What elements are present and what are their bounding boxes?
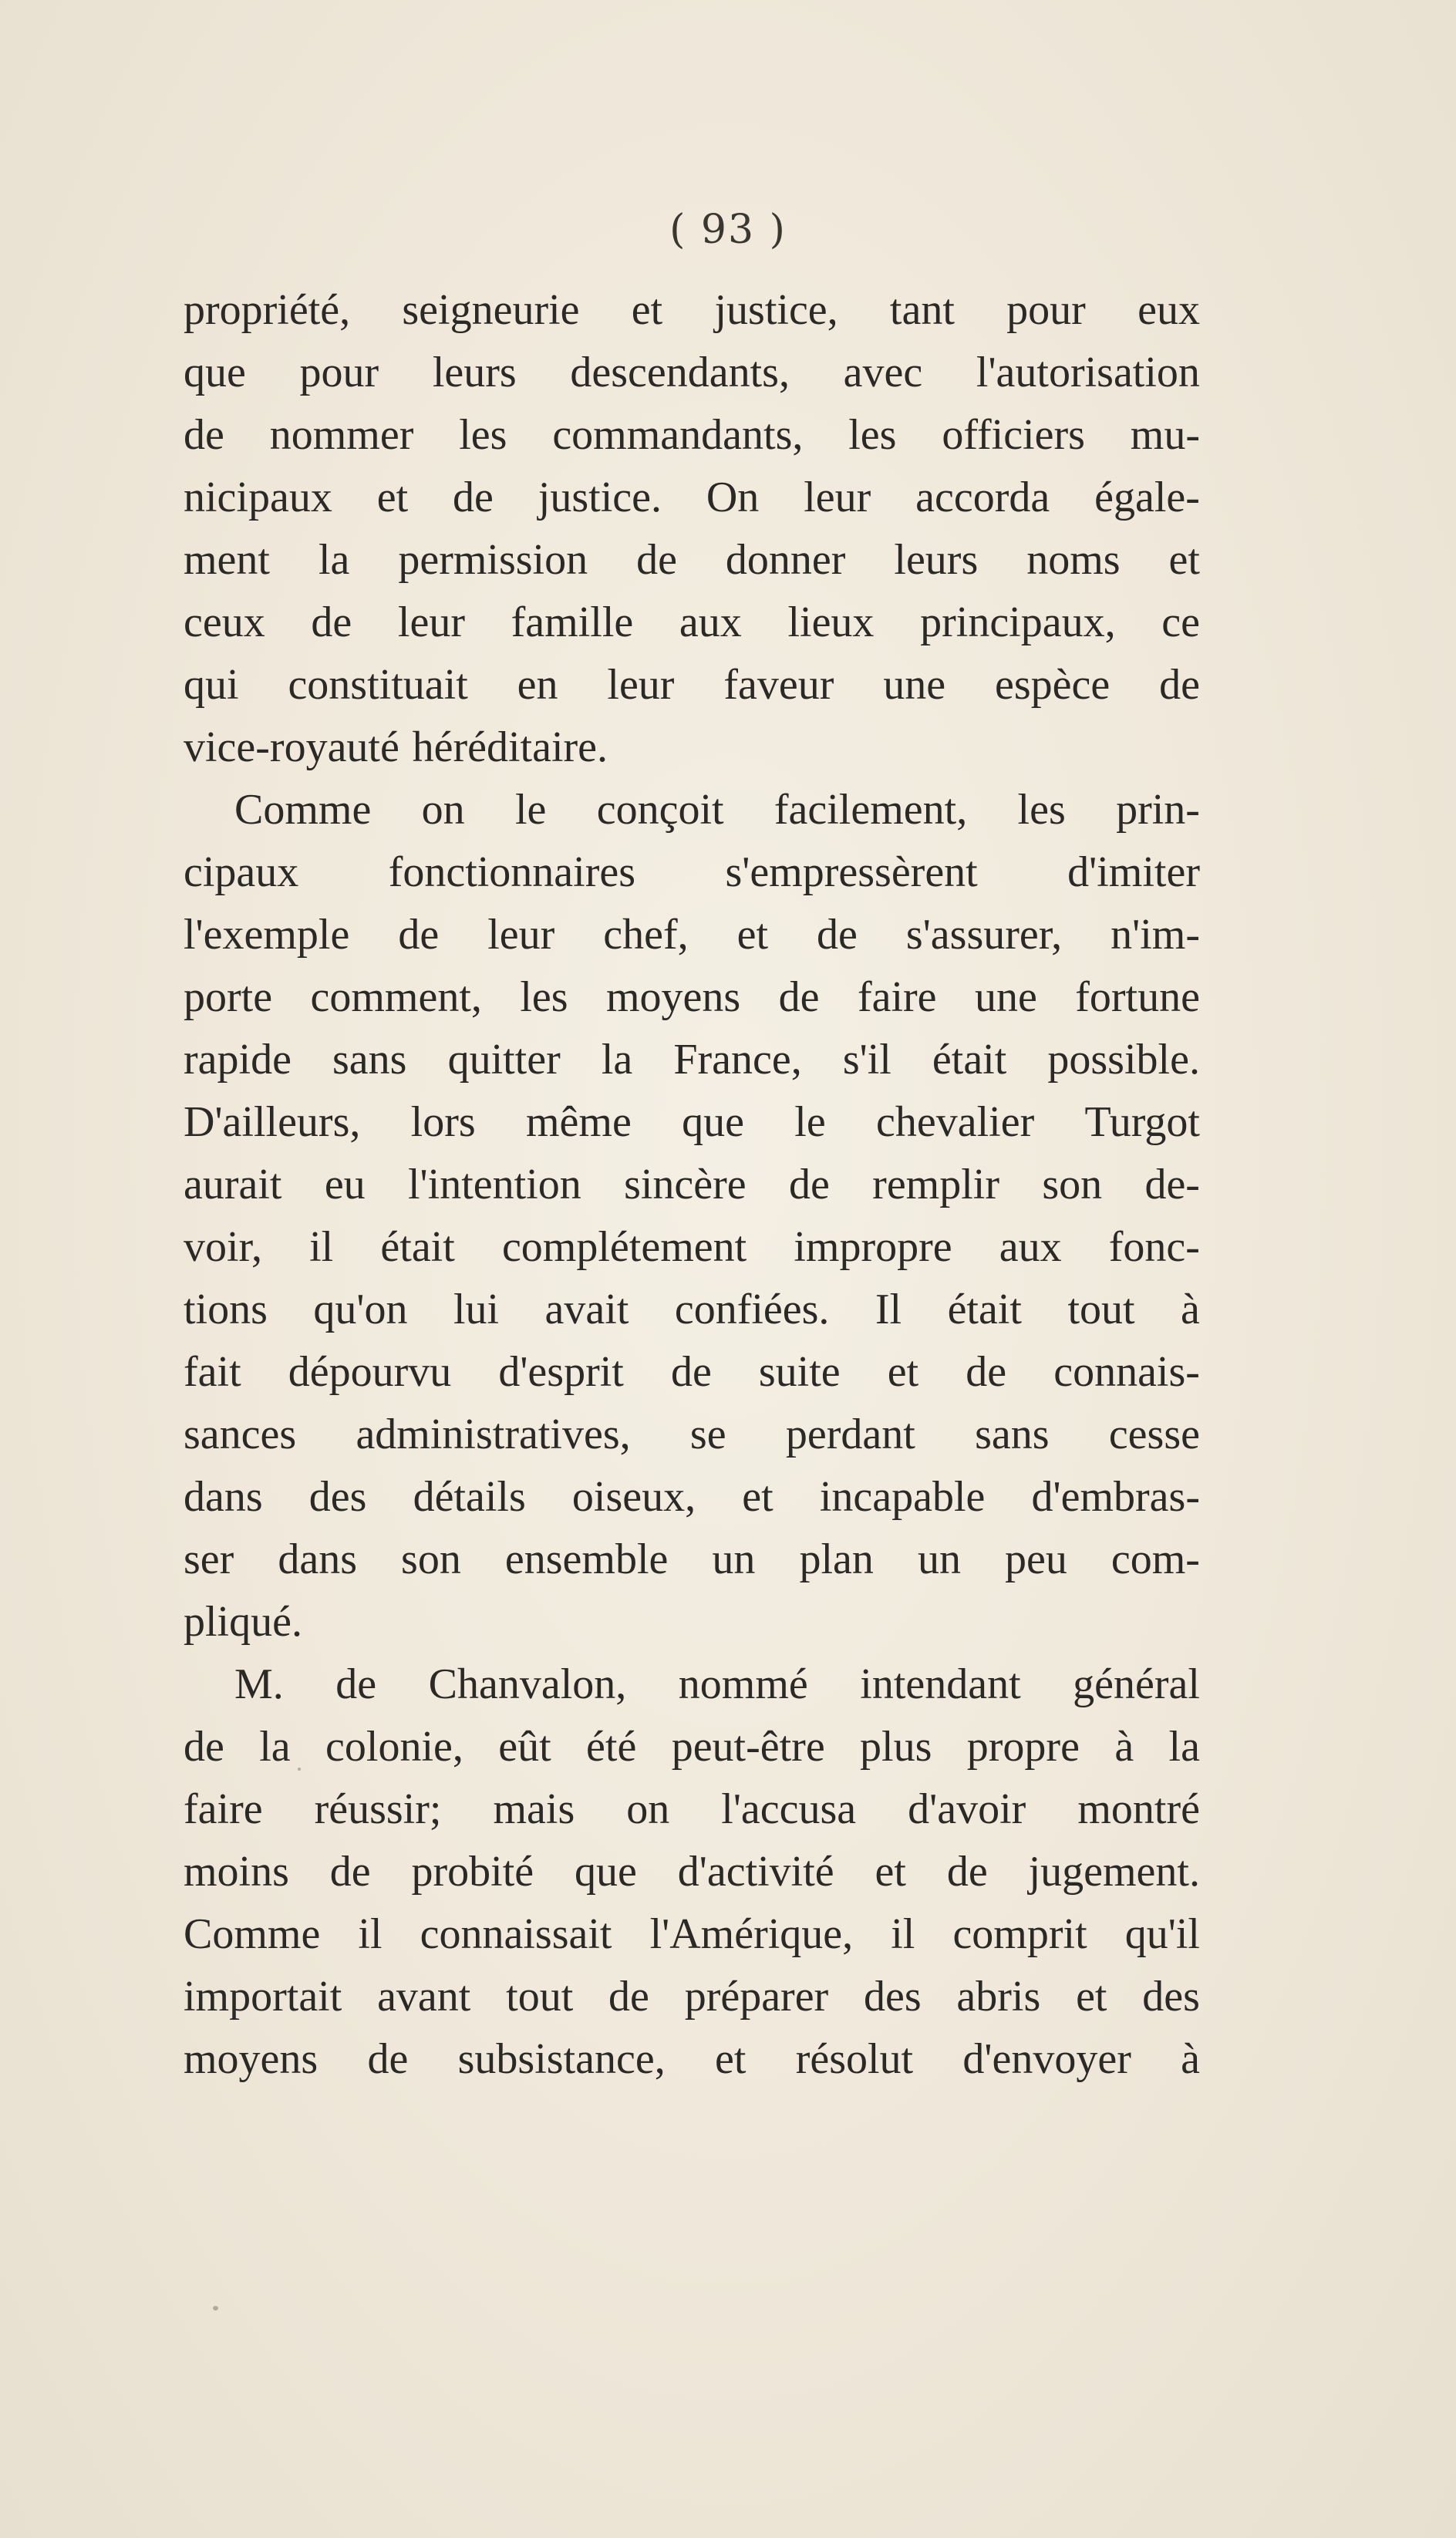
word: se <box>689 1411 726 1458</box>
word: M. <box>234 1660 284 1708</box>
word: ser <box>184 1535 234 1583</box>
word: sances <box>184 1411 297 1458</box>
word: donner <box>725 536 846 584</box>
word: justice, <box>714 286 838 334</box>
word: Comme <box>234 786 372 834</box>
word: moyens <box>605 973 741 1021</box>
word: qui <box>184 661 239 709</box>
word: fonc- <box>1108 1223 1200 1271</box>
text-line <box>184 467 1200 529</box>
word: son <box>1042 1161 1103 1208</box>
word: les <box>848 411 897 459</box>
word: pour <box>299 349 379 396</box>
word: intendant <box>860 1660 1021 1708</box>
word: de <box>817 911 858 959</box>
word: accorda <box>915 474 1050 521</box>
text-line <box>184 1529 1200 1591</box>
text-line <box>184 1716 1200 1778</box>
word: des <box>308 1473 367 1521</box>
word: ensemble <box>504 1535 669 1583</box>
word: plan <box>799 1535 874 1583</box>
word: même <box>525 1098 632 1146</box>
word: était <box>380 1223 455 1271</box>
word: On <box>706 474 760 521</box>
word: de <box>329 1848 371 1896</box>
word: l'Amérique, <box>649 1910 854 1958</box>
word: de <box>398 911 440 959</box>
word: importait <box>184 1973 342 2021</box>
text-line <box>184 654 1200 716</box>
word: subsistance, <box>457 2035 666 2083</box>
word: réussir; <box>314 1785 442 1833</box>
word: lors <box>410 1098 476 1146</box>
word: eût <box>498 1723 551 1771</box>
word: et <box>714 2035 747 2083</box>
word: com- <box>1111 1535 1200 1583</box>
word: ceux <box>184 598 265 646</box>
word: n'im- <box>1111 911 1200 959</box>
word: de <box>778 973 820 1021</box>
word: les <box>1017 786 1066 834</box>
text-line <box>184 1404 1200 1466</box>
word: chef, <box>603 911 689 959</box>
paper-speck <box>213 2306 218 2310</box>
word: on <box>421 786 465 834</box>
word: principaux, <box>920 598 1116 646</box>
word: son <box>401 1535 461 1583</box>
word: administratives, <box>356 1411 631 1458</box>
word: les <box>459 411 507 459</box>
word: aux <box>999 1223 1062 1271</box>
word: impropre <box>794 1223 952 1271</box>
word: la <box>318 536 350 584</box>
word: leur <box>397 598 465 646</box>
word: la <box>259 1723 291 1771</box>
word: la <box>1168 1723 1200 1771</box>
word: tant <box>889 286 955 334</box>
word: et <box>1076 1973 1107 2021</box>
word: peu <box>1004 1535 1067 1583</box>
word: s'il <box>842 1036 891 1084</box>
word: était <box>947 1286 1022 1333</box>
text-line <box>184 1029 1200 1091</box>
text-line <box>184 1778 1200 1841</box>
word: de <box>184 411 224 459</box>
word: Il <box>875 1286 902 1333</box>
word: espèce <box>995 661 1111 709</box>
word: moyens <box>184 2035 318 2083</box>
word: mais <box>493 1785 575 1833</box>
text-line <box>184 904 1200 966</box>
word: fait <box>184 1348 241 1396</box>
word: comprit <box>952 1910 1087 1958</box>
word: que <box>575 1848 637 1896</box>
word: était <box>932 1036 1007 1084</box>
text-line <box>184 1466 1200 1529</box>
word: nommer <box>269 411 414 459</box>
word: tions <box>184 1286 268 1333</box>
word: D'ailleurs, <box>184 1098 361 1146</box>
word: commandants, <box>552 411 804 459</box>
word: d'avoir <box>908 1785 1026 1833</box>
word: une <box>974 973 1037 1021</box>
word: mu- <box>1130 411 1200 459</box>
word: sincère <box>624 1161 747 1208</box>
word: probité <box>411 1848 534 1896</box>
text-line <box>184 716 1200 779</box>
word: leur <box>804 474 871 521</box>
body-text <box>184 279 1200 2091</box>
word: l'exemple <box>184 911 350 959</box>
word: il <box>891 1910 915 1958</box>
word: de <box>367 2035 409 2083</box>
word: oiseux, <box>571 1473 696 1521</box>
word: que <box>184 349 246 396</box>
word: des <box>863 1973 922 2021</box>
word: de <box>788 1161 830 1208</box>
word: ment <box>184 536 270 584</box>
page-number: ( 93 ) <box>669 207 787 253</box>
word: voir, <box>184 1223 262 1271</box>
word: sans <box>332 1036 407 1084</box>
word: tout <box>1067 1286 1135 1333</box>
word: montré <box>1077 1785 1200 1833</box>
text-line <box>184 966 1200 1029</box>
word: facilement, <box>774 786 968 834</box>
text-line <box>184 1653 1200 1716</box>
text-line <box>184 1216 1200 1279</box>
word: complétement <box>501 1223 747 1271</box>
word: permission <box>398 536 588 584</box>
word: de <box>1159 661 1200 709</box>
word: propriété, <box>184 286 351 334</box>
word: de <box>453 474 494 521</box>
word: abris <box>956 1973 1041 2021</box>
word: en <box>517 661 558 709</box>
word: d'embras- <box>1031 1473 1200 1521</box>
word: faveur <box>723 661 834 709</box>
word: de <box>335 1660 377 1708</box>
word: eu <box>324 1161 366 1208</box>
word: connaissait <box>420 1910 612 1958</box>
word: nommé <box>678 1660 808 1708</box>
word: nicipaux <box>184 474 332 521</box>
word: propre <box>966 1723 1080 1771</box>
word: s'empressèrent <box>725 848 978 896</box>
text-line <box>184 279 1200 342</box>
word: dépourvu <box>288 1348 452 1396</box>
word: chevalier <box>876 1098 1035 1146</box>
word: cesse <box>1108 1411 1200 1458</box>
word: s'assurer, <box>905 911 1063 959</box>
word: l'autorisation <box>976 349 1200 396</box>
word: avec <box>843 349 923 396</box>
word: un <box>917 1535 961 1583</box>
word: peut-être <box>671 1723 825 1771</box>
text-line <box>184 779 1200 841</box>
word: dans <box>184 1473 263 1521</box>
word: fonctionnaires <box>388 848 636 896</box>
word: fortune <box>1075 973 1200 1021</box>
word: cipaux <box>184 848 299 896</box>
word: justice. <box>538 474 662 521</box>
word: lui <box>453 1286 500 1333</box>
word: un <box>712 1535 756 1583</box>
word: remplir <box>872 1161 999 1208</box>
word: on <box>626 1785 670 1833</box>
word: de- <box>1144 1161 1200 1208</box>
word: seigneurie <box>402 286 580 334</box>
word: à <box>1181 1286 1200 1333</box>
word: préparer <box>684 1973 829 2021</box>
word: d'esprit <box>498 1348 624 1396</box>
word: leur <box>607 661 675 709</box>
word: Chanvalon, <box>428 1660 627 1708</box>
word: eux <box>1138 286 1200 334</box>
word: et <box>875 1848 906 1896</box>
word: aurait <box>184 1161 282 1208</box>
text-line <box>184 841 1200 904</box>
word: de <box>966 1348 1007 1396</box>
word: leurs <box>432 349 517 396</box>
word: à <box>1181 2035 1200 2083</box>
word: de <box>184 1723 224 1771</box>
text-line <box>184 342 1200 404</box>
word: colonie, <box>325 1723 463 1771</box>
word: ce <box>1161 598 1200 646</box>
word: faire <box>857 973 937 1021</box>
word: famille <box>511 598 634 646</box>
word: perdant <box>785 1411 915 1458</box>
word: et <box>887 1348 919 1396</box>
word: les <box>520 973 568 1021</box>
word: de <box>636 536 677 584</box>
word: prin- <box>1116 786 1200 834</box>
word: pliqué. <box>184 1598 302 1646</box>
word: avait <box>544 1286 629 1333</box>
word: général <box>1073 1660 1200 1708</box>
text-line <box>184 1841 1200 1903</box>
word: faire <box>184 1785 263 1833</box>
word: vice-royauté <box>184 723 399 771</box>
text-line <box>184 1591 1200 1653</box>
word: qu'il <box>1124 1910 1200 1958</box>
word: suite <box>758 1348 841 1396</box>
word: des <box>1142 1973 1200 2021</box>
word: que <box>682 1098 744 1146</box>
word: et <box>631 286 663 334</box>
word: et <box>376 474 409 521</box>
word: et <box>742 1473 774 1521</box>
word: détails <box>413 1473 526 1521</box>
word: l'accusa <box>721 1785 857 1833</box>
text-line <box>184 1341 1200 1404</box>
word: plus <box>860 1723 932 1771</box>
word: et <box>736 911 769 959</box>
word: possible. <box>1047 1036 1200 1084</box>
text-line <box>184 1903 1200 1966</box>
word: quitter <box>447 1036 561 1084</box>
word: avant <box>377 1973 471 2021</box>
word: à <box>1114 1723 1134 1771</box>
text-line <box>184 1279 1200 1341</box>
word: de <box>946 1848 988 1896</box>
word: dans <box>278 1535 357 1583</box>
word: noms <box>1026 536 1121 584</box>
word: héréditaire. <box>412 723 608 771</box>
word: officiers <box>942 411 1085 459</box>
word: descendants, <box>570 349 790 396</box>
word: sans <box>975 1411 1050 1458</box>
word: résolut <box>795 2035 914 2083</box>
word: d'imiter <box>1067 848 1200 896</box>
word: pour <box>1006 286 1086 334</box>
word: d'activité <box>677 1848 834 1896</box>
word: France, <box>673 1036 802 1084</box>
word: constituait <box>288 661 468 709</box>
word: comment, <box>310 973 482 1021</box>
word: tout <box>506 1973 574 2021</box>
word: porte <box>184 973 273 1021</box>
word: d'envoyer <box>962 2035 1131 2083</box>
text-line <box>184 1966 1200 2028</box>
word: Turgot <box>1084 1098 1200 1146</box>
word: conçoit <box>596 786 724 834</box>
word: aux <box>679 598 742 646</box>
word: et <box>1168 536 1200 584</box>
word: l'intention <box>408 1161 581 1208</box>
word: le <box>794 1098 826 1146</box>
word: connais- <box>1053 1348 1200 1396</box>
word: Comme <box>184 1910 321 1958</box>
word: il <box>309 1223 334 1271</box>
text-line <box>184 2028 1200 2091</box>
word: de <box>670 1348 712 1396</box>
word: de <box>311 598 352 646</box>
text-line <box>184 404 1200 467</box>
word: jugement. <box>1028 1848 1200 1896</box>
paper-speck <box>298 1768 301 1771</box>
word: il <box>358 1910 383 1958</box>
word: le <box>514 786 547 834</box>
word: une <box>883 661 946 709</box>
word: leurs <box>894 536 979 584</box>
word: été <box>586 1723 637 1771</box>
word: de <box>608 1973 649 2021</box>
word: moins <box>184 1848 289 1896</box>
text-line <box>184 592 1200 654</box>
word: lieux <box>787 598 875 646</box>
word: la <box>601 1036 633 1084</box>
word: confiées. <box>674 1286 830 1333</box>
text-line <box>184 529 1200 592</box>
word: égale- <box>1094 474 1200 521</box>
word: rapide <box>184 1036 292 1084</box>
text-line <box>184 1154 1200 1216</box>
word: incapable <box>819 1473 986 1521</box>
text-line <box>184 1091 1200 1154</box>
word: leur <box>487 911 555 959</box>
word: qu'on <box>313 1286 408 1333</box>
